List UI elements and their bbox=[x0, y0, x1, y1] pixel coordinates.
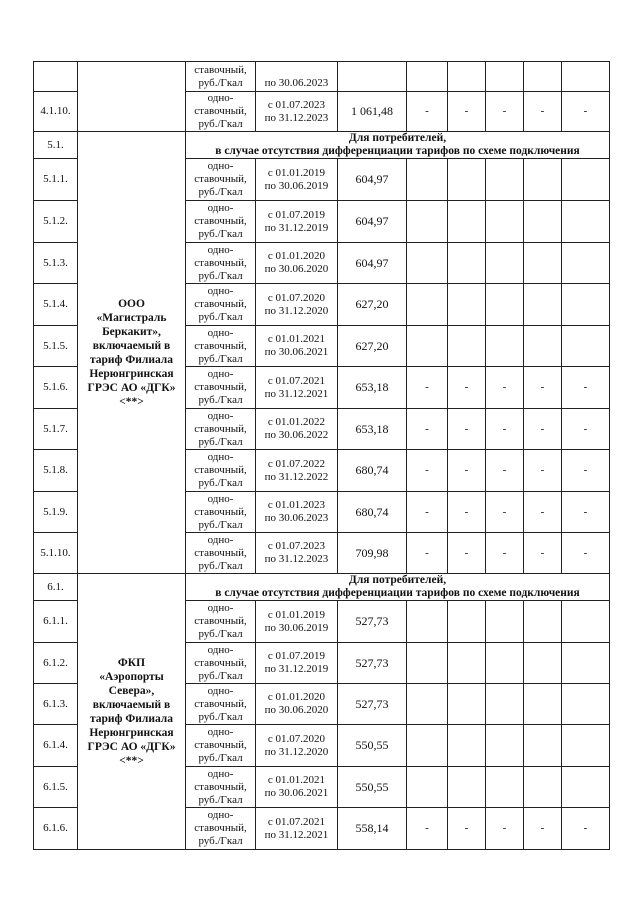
row-number: 6.1.3. bbox=[34, 684, 78, 725]
empty-cell bbox=[407, 601, 448, 643]
row-number: 6.1.6. bbox=[34, 808, 78, 850]
empty-cell bbox=[524, 243, 562, 284]
empty-cell: - bbox=[524, 409, 562, 450]
empty-cell: - bbox=[448, 492, 486, 533]
empty-cell bbox=[524, 643, 562, 684]
empty-cell bbox=[524, 684, 562, 725]
period-cell: с 01.01.2022 по 30.06.2022 bbox=[256, 409, 338, 450]
period-cell: с 01.07.2021 по 31.12.2021 bbox=[256, 367, 338, 409]
empty-cell bbox=[486, 243, 524, 284]
unit-cell: одно- ставочный, руб./Гкал bbox=[186, 643, 256, 684]
empty-cell bbox=[448, 767, 486, 808]
value-cell: 1 061,48 bbox=[338, 92, 407, 132]
period-cell: с 01.07.2019 по 31.12.2019 bbox=[256, 643, 338, 684]
empty-cell: - bbox=[486, 367, 524, 409]
row-number: 5.1.4. bbox=[34, 284, 78, 326]
value-cell: 604,97 bbox=[338, 159, 407, 201]
value-cell: 627,20 bbox=[338, 284, 407, 326]
unit-cell: одно- ставочный, руб./Гкал bbox=[186, 367, 256, 409]
period-cell: с 01.01.2019 по 30.06.2019 bbox=[256, 601, 338, 643]
row-number: 5.1.3. bbox=[34, 243, 78, 284]
period-cell: с 01.07.2023 по 31.12.2023 bbox=[256, 92, 338, 132]
empty-cell: - bbox=[562, 409, 610, 450]
value-cell: 550,55 bbox=[338, 725, 407, 767]
period-cell: с 01.01.2020 по 30.06.2020 bbox=[256, 243, 338, 284]
empty-cell: - bbox=[407, 533, 448, 574]
empty-cell bbox=[486, 201, 524, 243]
empty-cell: - bbox=[486, 409, 524, 450]
empty-cell bbox=[524, 159, 562, 201]
row-number: 5.1.2. bbox=[34, 201, 78, 243]
row-number: 5.1.7. bbox=[34, 409, 78, 450]
empty-cell bbox=[448, 684, 486, 725]
empty-cell bbox=[524, 767, 562, 808]
unit-cell: одно- ставочный, руб./Гкал bbox=[186, 808, 256, 850]
value-cell bbox=[338, 62, 407, 92]
empty-cell: - bbox=[486, 533, 524, 574]
empty-cell: - bbox=[562, 533, 610, 574]
empty-cell bbox=[486, 284, 524, 326]
empty-cell: - bbox=[448, 409, 486, 450]
unit-cell: одно- ставочный, руб./Гкал bbox=[186, 409, 256, 450]
empty-cell: - bbox=[448, 450, 486, 492]
unit-cell: одно- ставочный, руб./Гкал bbox=[186, 533, 256, 574]
empty-cell: - bbox=[448, 808, 486, 850]
unit-cell: одно- ставочный, руб./Гкал bbox=[186, 725, 256, 767]
empty-cell bbox=[486, 767, 524, 808]
table-row bbox=[34, 62, 610, 92]
row-number: 5.1.8. bbox=[34, 450, 78, 492]
empty-cell bbox=[562, 643, 610, 684]
unit-cell: одно- ставочный, руб./Гкал bbox=[186, 92, 256, 132]
section-header: Для потребителей, в случае отсутствия дифференциации тарифов по схеме подключения bbox=[186, 132, 610, 159]
unit-cell: одно- ставочный, руб./Гкал bbox=[186, 767, 256, 808]
empty-cell: - bbox=[562, 492, 610, 533]
empty-cell bbox=[486, 62, 524, 92]
empty-cell bbox=[524, 284, 562, 326]
row-number: 5.1.6. bbox=[34, 367, 78, 409]
empty-cell bbox=[407, 284, 448, 326]
value-cell: 604,97 bbox=[338, 243, 407, 284]
empty-cell bbox=[407, 201, 448, 243]
empty-cell bbox=[407, 243, 448, 284]
empty-cell bbox=[407, 62, 448, 92]
empty-cell: - bbox=[407, 367, 448, 409]
organization-cell: ООО «Магистраль Беркакит», включаемый в тариф Филиала Нерюнгринская ГРЭС АО «ДГК» <**> bbox=[78, 132, 186, 574]
empty-cell bbox=[448, 62, 486, 92]
row-number bbox=[34, 62, 78, 92]
empty-cell bbox=[448, 601, 486, 643]
value-cell: 527,73 bbox=[338, 643, 407, 684]
empty-cell: - bbox=[486, 450, 524, 492]
unit-cell: одно- ставочный, руб./Гкал bbox=[186, 243, 256, 284]
empty-cell: - bbox=[448, 533, 486, 574]
empty-cell bbox=[562, 684, 610, 725]
empty-cell bbox=[562, 62, 610, 92]
value-cell: 558,14 bbox=[338, 808, 407, 850]
empty-cell bbox=[448, 284, 486, 326]
empty-cell: - bbox=[486, 492, 524, 533]
empty-cell bbox=[486, 601, 524, 643]
value-cell: 627,20 bbox=[338, 326, 407, 367]
row-number: 5.1.9. bbox=[34, 492, 78, 533]
organization-cell: ФКП «Аэропорты Севера», включаемый в тариф Филиала Нерюнгринская ГРЭС АО «ДГК» <**> bbox=[78, 574, 186, 850]
value-cell: 653,18 bbox=[338, 367, 407, 409]
period-cell: с 01.01.2021 по 30.06.2021 bbox=[256, 326, 338, 367]
empty-cell bbox=[407, 767, 448, 808]
row-number: 5.1.10. bbox=[34, 533, 78, 574]
unit-cell: одно- ставочный, руб./Гкал bbox=[186, 450, 256, 492]
empty-cell bbox=[562, 201, 610, 243]
empty-cell bbox=[486, 159, 524, 201]
period-cell: с 01.07.2019 по 31.12.2019 bbox=[256, 201, 338, 243]
unit-cell: одно- ставочный, руб./Гкал bbox=[186, 601, 256, 643]
row-number: 6.1.5. bbox=[34, 767, 78, 808]
empty-cell: - bbox=[448, 92, 486, 132]
value-cell: 680,74 bbox=[338, 450, 407, 492]
period-cell: с 01.01.2021 по 30.06.2021 bbox=[256, 767, 338, 808]
unit-cell: ставочный, руб./Гкал bbox=[186, 62, 256, 92]
unit-cell: одно- ставочный, руб./Гкал bbox=[186, 284, 256, 326]
value-cell: 527,73 bbox=[338, 684, 407, 725]
empty-cell: - bbox=[562, 367, 610, 409]
period-cell: с 01.07.2022 по 31.12.2022 bbox=[256, 450, 338, 492]
period-cell: с 01.07.2021 по 31.12.2021 bbox=[256, 808, 338, 850]
empty-cell bbox=[524, 601, 562, 643]
empty-cell: - bbox=[524, 367, 562, 409]
empty-cell bbox=[448, 201, 486, 243]
empty-cell bbox=[562, 601, 610, 643]
empty-cell bbox=[486, 643, 524, 684]
unit-cell: одно- ставочный, руб./Гкал bbox=[186, 684, 256, 725]
row-number: 6.1.1. bbox=[34, 601, 78, 643]
value-cell: 653,18 bbox=[338, 409, 407, 450]
period-cell: с 01.07.2023 по 31.12.2023 bbox=[256, 533, 338, 574]
empty-cell bbox=[407, 326, 448, 367]
empty-cell: - bbox=[486, 808, 524, 850]
row-number: 5.1.1. bbox=[34, 159, 78, 201]
section-header: Для потребителей, в случае отсутствия дифференциации тарифов по схеме подключения bbox=[186, 574, 610, 601]
empty-cell bbox=[562, 767, 610, 808]
value-cell: 709,98 bbox=[338, 533, 407, 574]
table-row bbox=[34, 132, 610, 159]
period-cell: с 01.07.2020 по 31.12.2020 bbox=[256, 725, 338, 767]
empty-cell bbox=[448, 159, 486, 201]
empty-cell bbox=[562, 725, 610, 767]
unit-cell: одно- ставочный, руб./Гкал bbox=[186, 492, 256, 533]
empty-cell: - bbox=[448, 367, 486, 409]
period-cell: с 01.07.2020 по 31.12.2020 bbox=[256, 284, 338, 326]
empty-cell bbox=[407, 725, 448, 767]
empty-cell bbox=[448, 243, 486, 284]
empty-cell: - bbox=[486, 92, 524, 132]
empty-cell bbox=[562, 326, 610, 367]
row-number: 6.1.2. bbox=[34, 643, 78, 684]
empty-cell: - bbox=[407, 409, 448, 450]
period-cell: с 01.01.2023 по 30.06.2023 bbox=[256, 492, 338, 533]
value-cell: 604,97 bbox=[338, 201, 407, 243]
empty-cell: - bbox=[524, 492, 562, 533]
empty-cell bbox=[524, 201, 562, 243]
value-cell: 527,73 bbox=[338, 601, 407, 643]
section-number: 5.1. bbox=[34, 132, 78, 159]
empty-cell bbox=[407, 643, 448, 684]
empty-cell bbox=[562, 243, 610, 284]
organization-cell bbox=[78, 62, 186, 132]
empty-cell bbox=[486, 684, 524, 725]
empty-cell bbox=[407, 684, 448, 725]
empty-cell: - bbox=[562, 450, 610, 492]
empty-cell: - bbox=[407, 492, 448, 533]
empty-cell: - bbox=[407, 450, 448, 492]
unit-cell: одно- ставочный, руб./Гкал bbox=[186, 326, 256, 367]
value-cell: 550,55 bbox=[338, 767, 407, 808]
row-number: 4.1.10. bbox=[34, 92, 78, 132]
empty-cell bbox=[448, 326, 486, 367]
table-row bbox=[34, 574, 610, 601]
empty-cell bbox=[407, 159, 448, 201]
empty-cell: - bbox=[562, 808, 610, 850]
empty-cell bbox=[486, 725, 524, 767]
empty-cell: - bbox=[524, 450, 562, 492]
empty-cell: - bbox=[524, 808, 562, 850]
period-cell: с 01.01.2019 по 30.06.2019 bbox=[256, 159, 338, 201]
empty-cell bbox=[524, 326, 562, 367]
period-cell: с 01.01.2020 по 30.06.2020 bbox=[256, 684, 338, 725]
empty-cell bbox=[486, 326, 524, 367]
unit-cell: одно- ставочный, руб./Гкал bbox=[186, 159, 256, 201]
empty-cell bbox=[524, 62, 562, 92]
empty-cell: - bbox=[524, 533, 562, 574]
row-number: 6.1.4. bbox=[34, 725, 78, 767]
tariff-table bbox=[33, 61, 610, 850]
empty-cell: - bbox=[407, 92, 448, 132]
empty-cell: - bbox=[407, 808, 448, 850]
empty-cell bbox=[448, 643, 486, 684]
row-number: 5.1.5. bbox=[34, 326, 78, 367]
empty-cell bbox=[524, 725, 562, 767]
unit-cell: одно- ставочный, руб./Гкал bbox=[186, 201, 256, 243]
empty-cell: - bbox=[524, 92, 562, 132]
empty-cell bbox=[448, 725, 486, 767]
empty-cell: - bbox=[562, 92, 610, 132]
period-cell: по 30.06.2023 bbox=[256, 62, 338, 92]
empty-cell bbox=[562, 284, 610, 326]
section-number: 6.1. bbox=[34, 574, 78, 601]
value-cell: 680,74 bbox=[338, 492, 407, 533]
empty-cell bbox=[562, 159, 610, 201]
